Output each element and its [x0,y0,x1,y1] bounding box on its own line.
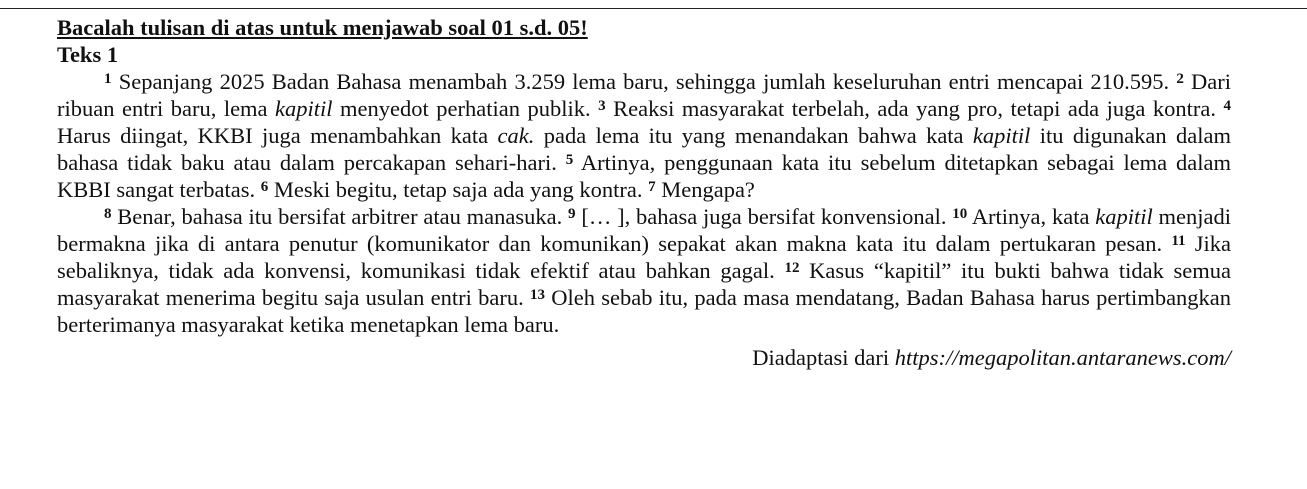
sentence-number: 1 [104,71,112,87]
source-url: https://megapolitan.antaranews.com/ [894,345,1231,370]
sentence-text: Kasus “kapitil” itu bukti bahwa tidak semua masyarakat menerima begitu saja usulan entri baru. [57,258,1232,310]
sentence-number: 5 [565,152,574,168]
sentence-text: itu digunakan dalam bahasa tidak baku atau dalam percakapan sehari-hari. [57,123,1231,175]
paragraph [57,68,1231,203]
sentence-number: 3 [598,98,606,114]
sentence-text: Sepanjang 2025 Badan Bahasa menambah 3.259 lema baru, sehingga jumlah keseluruhan entri mencapai 210.595. [118,69,1170,94]
sentence-text: menjadi bermakna jika di antara penutur (komunikator dan komunikan) sepakat akan makna kata itu dalam pertukaran pesan. [57,204,1232,256]
sentence-text: Harus diingat, KKBI juga menambahkan kata [57,123,498,148]
sentence-number: 6 [260,179,269,195]
sentence-number: 13 [529,287,545,303]
sentence-text: Dari ribuan entri baru, lema [57,69,1232,121]
sentence-text: Reaksi masyarakat terbelah, ada yang pro, tetapi ada juga kontra. [613,96,1216,121]
source-attribution [57,344,1231,371]
sentence-text: Mengapa? [661,177,755,202]
source-prefix: Diadaptasi dari [752,345,895,370]
sentence-text: [… ], bahasa juga bersifat konvensional. [581,204,947,229]
sentence-number: 7 [648,179,656,195]
sentence-number: 4 [1223,98,1231,114]
reading-passage [57,14,1231,371]
italic-term: cak. [497,123,535,148]
italic-term: kapitil [972,123,1031,148]
instruction-heading: Bacalah tulisan di atas untuk menjawab soal 01 s.d. 05! [57,15,588,40]
paragraph [57,203,1231,338]
sentence-number: 9 [568,206,576,222]
sentence-number: 11 [1171,233,1186,249]
sentence-text: menyedot perhatian publik. [332,96,591,121]
top-rule [0,8,1307,9]
sentence-number: 10 [952,206,968,222]
sentence-text: Oleh sebab itu, pada masa mendatang, Badan Bahasa harus pertimbangkan berterimanya masyarakat ketika menetapkan lema baru. [57,285,1232,337]
italic-term: kapitil [1095,204,1153,229]
italic-term: kapitil [275,96,333,121]
sentence-text: Meski begitu, tetap saja ada yang kontra. [273,177,643,202]
sentence-text: Artinya, penggunaan kata itu sebelum ditetapkan sebagai lema dalam KBBI sangat terbatas. [57,150,1232,202]
sentence-text: Artinya, kata [971,204,1096,229]
passage-body [57,68,1231,338]
sentence-number: 12 [784,260,800,276]
sentence-text: Benar, bahasa itu bersifat arbitrer atau manasuka. [117,204,563,229]
sentence-text: Jika sebaliknya, tidak ada konvensi, komunikasi tidak efektif atau bahkan gagal. [57,231,1232,283]
sentence-text: pada lema itu yang menandakan bahwa kata [534,123,973,148]
sentence-number: 2 [1176,71,1184,87]
sentence-number: 8 [104,206,112,222]
text-title: Teks 1 [57,42,119,67]
